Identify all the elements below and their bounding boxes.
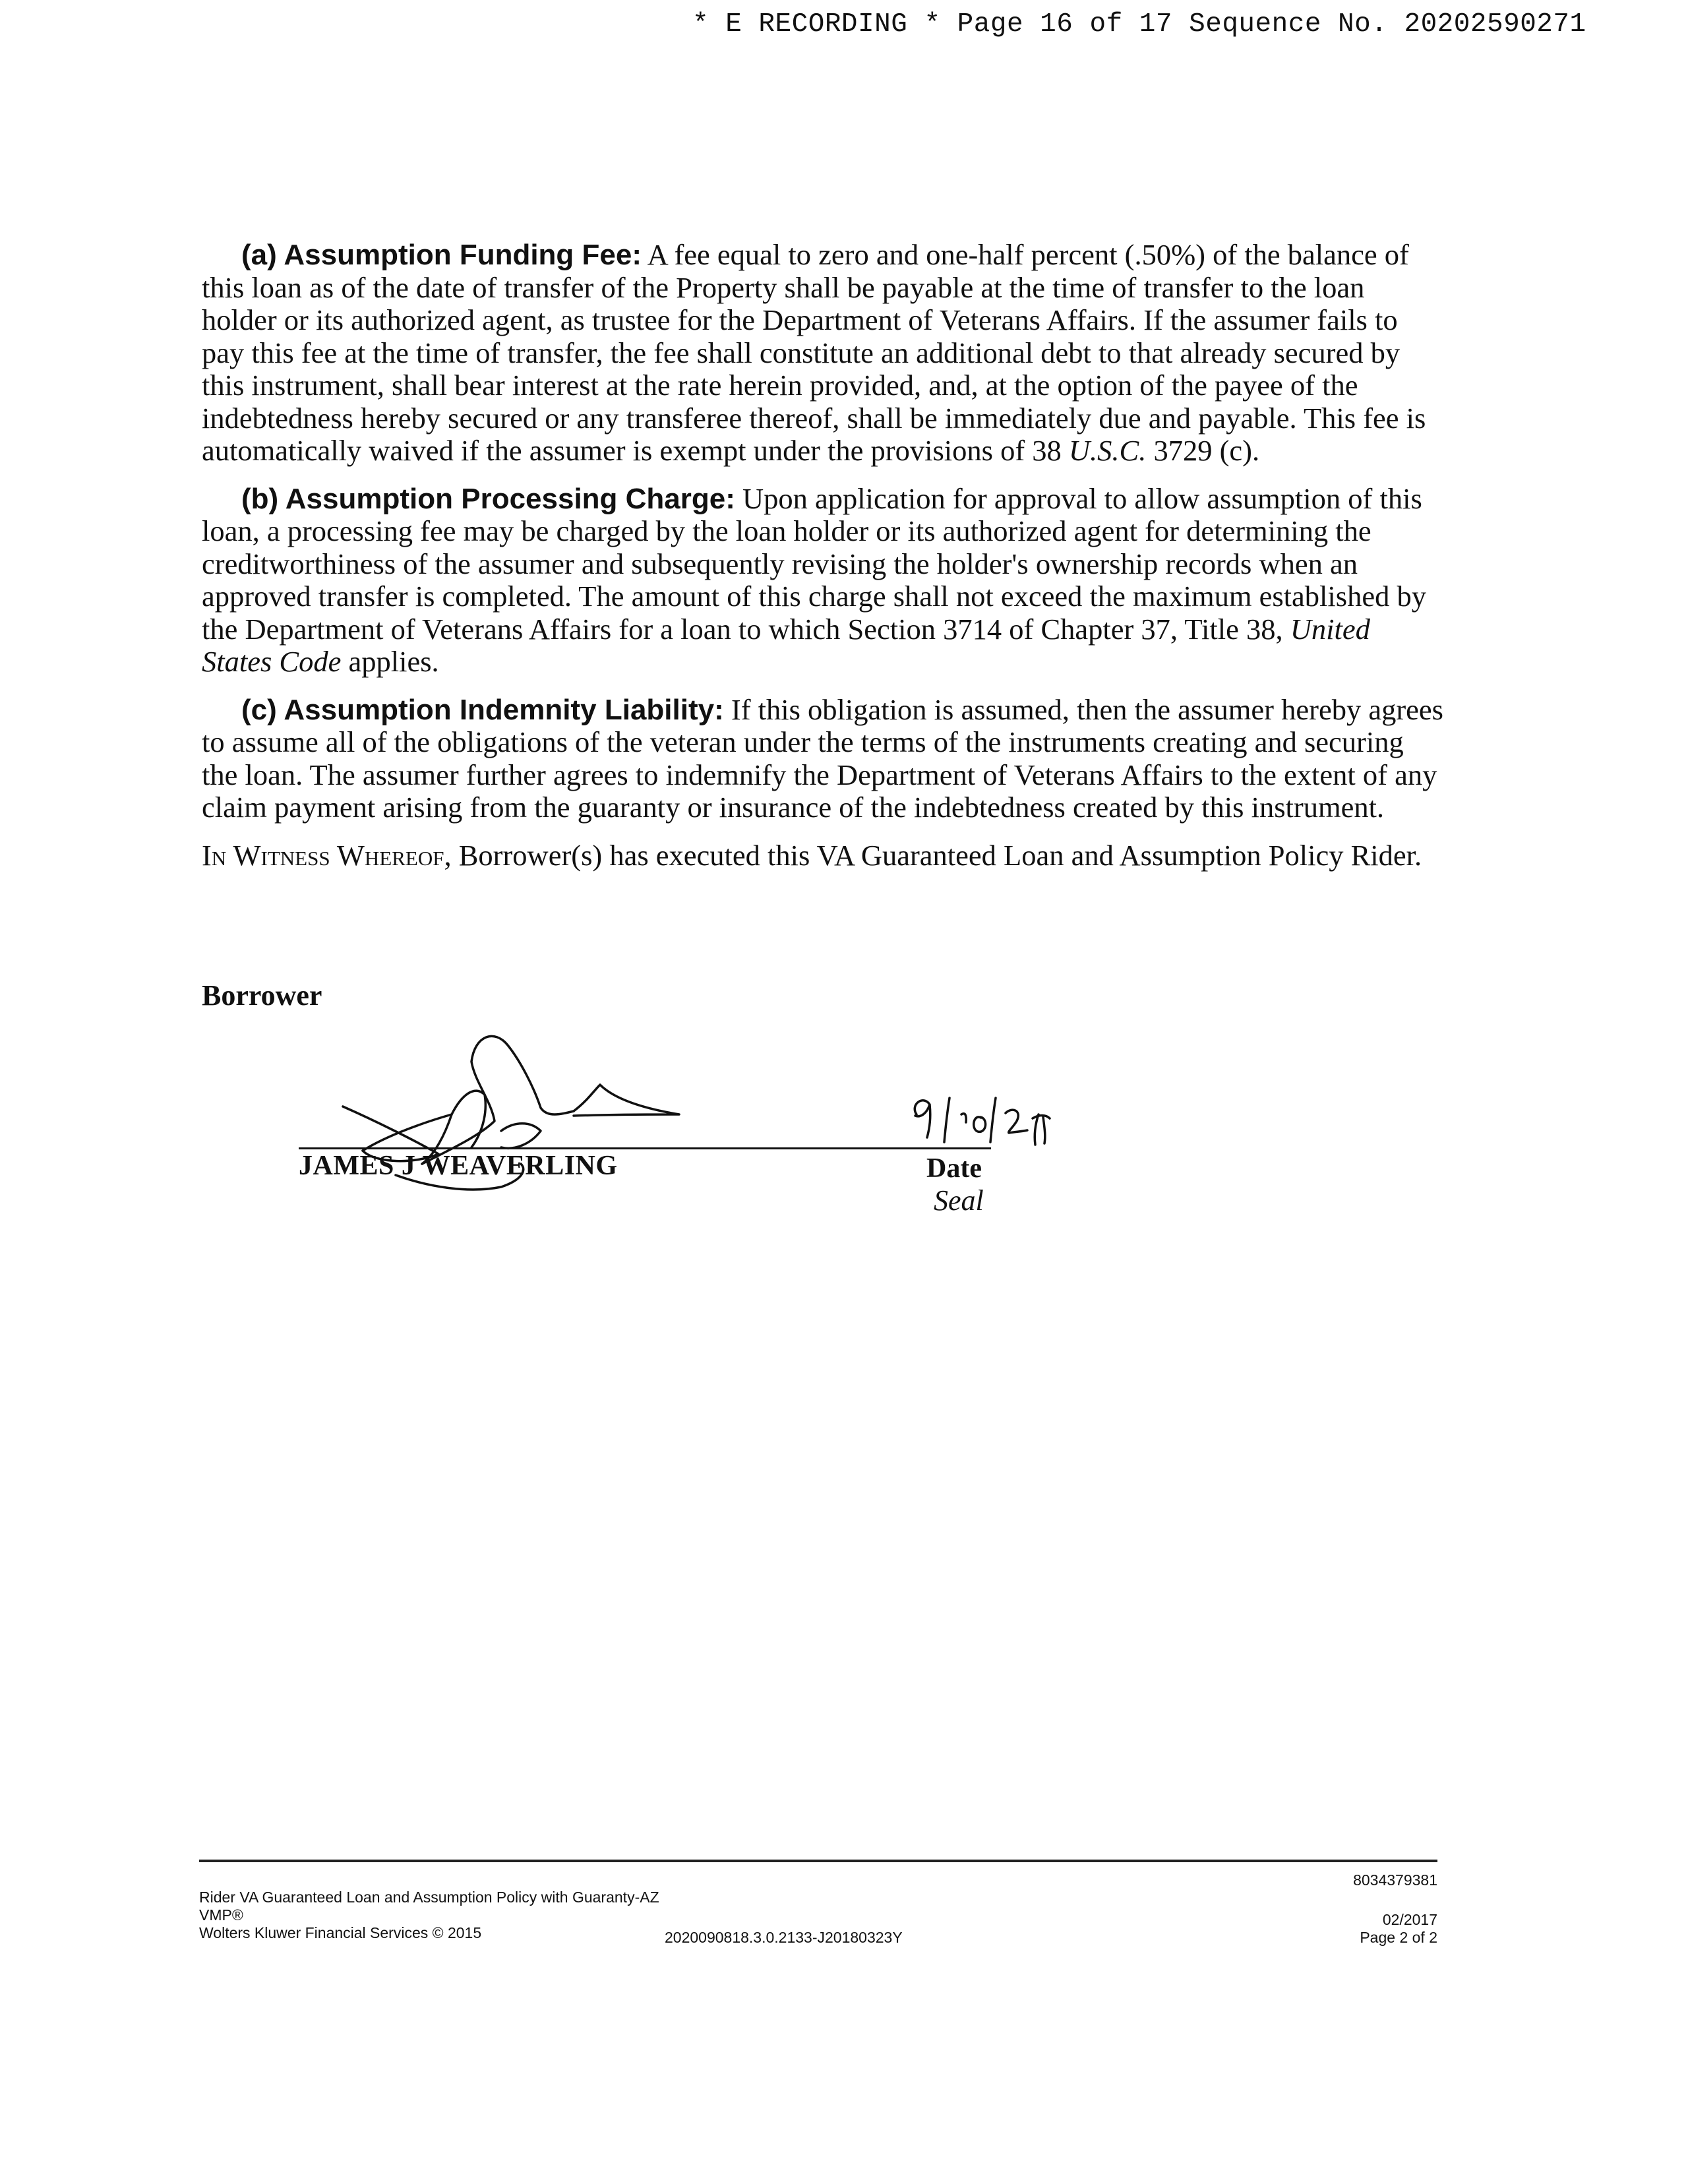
seal-label: Seal <box>934 1184 984 1217</box>
witness-lead: In Witness Whereof, <box>202 838 452 872</box>
section-text: If this obligation is assumed, then the assumer hereby agrees to assume all of the obligations of the veteran under the terms of the instruments creating and securing the loan. The assumer further agrees to indemnify the Department of Veterans Affairs to the extent of any claim payment arising from the guaranty or insurance of the indebtedness created by this instrument. <box>202 692 1443 824</box>
footer-form-title: Rider VA Guaranteed Loan and Assumption Policy with Guaranty-AZ <box>199 1889 659 1906</box>
witness-clause <box>202 839 1444 872</box>
section-italic-citation: U.S.C. <box>1068 434 1147 467</box>
handwritten-date <box>903 1088 1068 1147</box>
footer-page-label: Page 2 of 2 <box>1360 1929 1437 1946</box>
section-italic-citation: United States Code <box>202 612 1370 678</box>
footer-form-info <box>199 1889 659 1942</box>
witness-text: Borrower(s) has executed this VA Guaranteed Loan and Assumption Policy Rider. <box>451 838 1422 872</box>
footer-brand: VMP® <box>199 1906 243 1924</box>
section-heading: (b) Assumption Processing Charge: <box>241 482 735 515</box>
footer-rule <box>199 1860 1437 1862</box>
borrower-label: Borrower <box>202 979 322 1012</box>
footer-document-code: 2020090818.3.0.2133-J20180323Y <box>665 1929 903 1946</box>
section-assumption-processing-charge <box>202 483 1444 679</box>
section-text-end: 3729 (c). <box>1146 434 1260 467</box>
section-assumption-funding-fee <box>202 239 1444 468</box>
recording-stamp: * E RECORDING * Page 16 of 17 Sequence No. 20202590271 <box>692 9 1586 40</box>
section-assumption-indemnity-liability <box>202 694 1444 824</box>
section-heading: (c) Assumption Indemnity Liability: <box>241 693 724 726</box>
footer-copyright: Wolters Kluwer Financial Services © 2015 <box>199 1924 482 1941</box>
signer-name: JAMES J WEAVERLING <box>299 1151 618 1181</box>
footer-form-date: 02/2017 <box>1382 1911 1437 1928</box>
footer-page-info <box>1360 1911 1437 1947</box>
section-text-end: applies. <box>341 645 439 678</box>
footer-loan-number: 8034379381 <box>1353 1871 1437 1889</box>
section-text: A fee equal to zero and one-half percent (.50%) of the balance of this loan as of the date of transfer of the Property shall be payable at the time of transfer to the loan holder or its authorized agent, as trustee for the Department of Veterans Affairs. If the assumer fails to pay this fee at the time of transfer, the fee shall constitute an additional debt to that already secured by this instrument, shall bear interest at the rate herein provided, and, at the option of the payee of the indebtedness hereby secured or any transferee thereof, shall be immediately due and payable. This fee is automatically waived if the assumer is exempt under the provisions of 38 <box>202 238 1426 467</box>
handwritten-signature <box>284 1022 706 1220</box>
date-label: Date <box>926 1153 982 1184</box>
section-text: Upon application for approval to allow assumption of this loan, a processing fee may be charged by the loan holder or its authorized agent for determining the creditworthiness of the assumer and subsequently revising the holder's ownership records when an approved transfer is completed. The amount of this charge shall not exceed the maximum established by the Department of Veterans Affairs for a loan to which Section 3714 of Chapter 37, Title 38, <box>202 481 1426 646</box>
rider-body <box>202 239 1444 887</box>
section-heading: (a) Assumption Funding Fee: <box>241 239 642 271</box>
